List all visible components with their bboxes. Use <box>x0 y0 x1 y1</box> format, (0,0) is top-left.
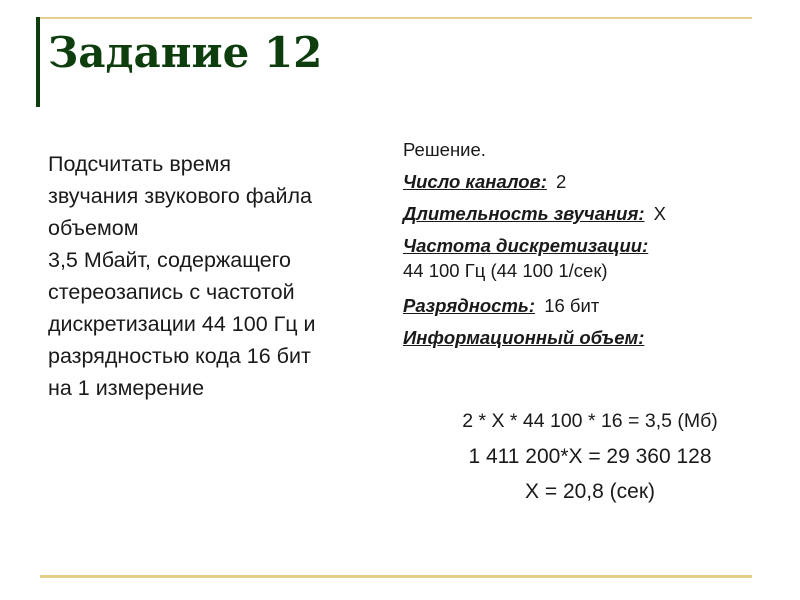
volume-label: Информационный объем: <box>403 327 645 348</box>
channels-value: 2 <box>556 171 567 192</box>
equation-line: 1 411 200*Х = 29 360 128 <box>468 445 712 468</box>
solution-block <box>403 134 783 354</box>
task-line: на 1 измерение <box>48 376 205 400</box>
channels-label: Число каналов: <box>403 171 547 192</box>
task-line: стереозапись с частотой <box>48 280 295 304</box>
task-line: 3,5 Мбайт, содержащего <box>48 248 291 272</box>
equation-line: Х = 20,8 (сек) <box>525 480 655 503</box>
task-line: объемом <box>48 216 139 240</box>
task-line: дискретизации 44 100 Гц и <box>48 312 316 336</box>
task-line: Подсчитать время <box>48 152 232 176</box>
task-line: разрядностью кода 16 бит <box>48 344 311 368</box>
bottom-divider <box>40 575 752 578</box>
equations-block <box>390 404 790 509</box>
duration-value: Х <box>653 203 667 224</box>
top-divider <box>40 17 752 19</box>
equation-line: 2 * Х * 44 100 * 16 = 3,5 (Мб) <box>462 410 718 432</box>
volume-row <box>403 322 783 354</box>
task-description <box>48 148 393 404</box>
depth-label: Разрядность: <box>403 295 536 316</box>
duration-label: Длительность звучания: <box>403 203 645 224</box>
solution-heading: Решение. <box>403 139 486 160</box>
rate-label: Частота дискретизации: <box>403 235 649 256</box>
depth-value: 16 бит <box>544 295 600 316</box>
rate-value: 44 100 Гц (44 100 1/сек) <box>403 260 608 281</box>
depth-row <box>403 290 783 322</box>
corner-accent-bar <box>36 17 40 107</box>
channels-row <box>403 166 783 198</box>
slide-title: Задание 12 <box>48 28 323 77</box>
task-line: звучания звукового файла <box>48 184 312 208</box>
duration-row <box>403 198 783 230</box>
